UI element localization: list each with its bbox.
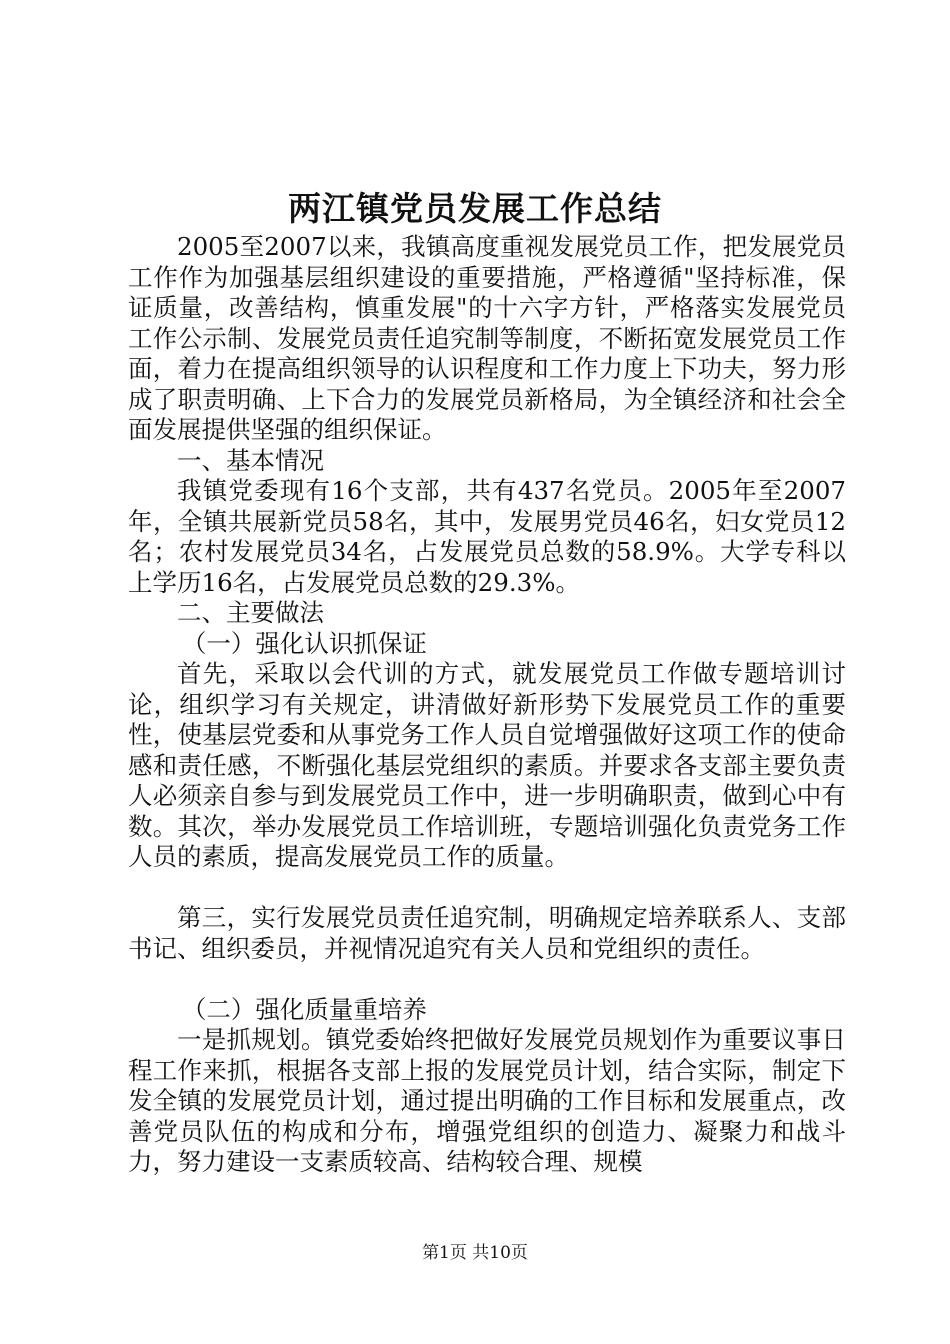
paragraph-basic-situation: 我镇党委现有16个支部，共有437名党员。2005年至2007年，全镇共展新党员58名，其中，发展男党员46名，妇女党员12名；农村发展党员34名，占发展党员总数的58.9%。大学专科以上学历16名，占发展党员总数的29.3%。 xyxy=(128,476,846,597)
subsection-heading-quality: （二）强化质量重培养 xyxy=(181,994,427,1024)
document-body xyxy=(128,232,846,1178)
paragraph-accountability: 第三，实行发展党员责任追究制，明确规定培养联系人、支部书记、组织委员，并视情况追究有关人员和党组织的责任。 xyxy=(128,903,846,963)
page-number-footer: 第1页 共10页 xyxy=(422,1243,528,1263)
section-heading-methods: 二、主要做法 xyxy=(177,598,324,627)
paragraph-gap xyxy=(128,964,846,995)
paragraph-gap xyxy=(128,873,846,904)
document-title: 两江镇党员发展工作总结 xyxy=(288,189,662,228)
subsection-heading-awareness: （一）强化认识抓保证 xyxy=(181,628,427,658)
section-heading-basic: 一、基本情况 xyxy=(177,445,324,475)
paragraph-planning: 一是抓规划。镇党委始终把做好发展党员规划作为重要议事日程工作来抓，根据各支部上报的发展党员计划，结合实际，制定下发全镇的发展党员计划，通过提出明确的工作目标和发展重点，改善党员队伍的构成和分布，增强党组织的创造力、凝聚力和战斗力，努力建设一支素质较高、结构较合理、规模 xyxy=(128,1025,846,1176)
paragraph-intro: 2005至2007以来，我镇高度重视发展党员工作，把发展党员工作作为加强基层组织建设的重要措施，严格遵循"坚持标准，保证质量，改善结构，慎重发展"的十六字方针，严格落实发展党员工作公示制、发展党员责任追究制等制度，不断拓宽发展党员工作面，着力在提高组织领导的认识程度和工作力度上下功夫，努力形成了职责明确、上下合力的发展党员新格局，为全镇经济和社会全面发展提供坚强的组织保证。 xyxy=(128,232,846,444)
paragraph-awareness: 首先，采取以会代训的方式，就发展党员工作做专题培训讨论，组织学习有关规定，讲清做好新形势下发展党员工作的重要性，使基层党委和从事党务工作人员自觉增强做好这项工作的使命感和责任感，不断强化基层党组织的素质。并要求各支部主要负责人必须亲自参与到发展党员工作中，进一步明确职责，做到心中有数。其次，举办发展党员工作培训班，专题培训强化负责党务工作人员的素质，提高发展党员工作的质量。 xyxy=(128,659,846,871)
